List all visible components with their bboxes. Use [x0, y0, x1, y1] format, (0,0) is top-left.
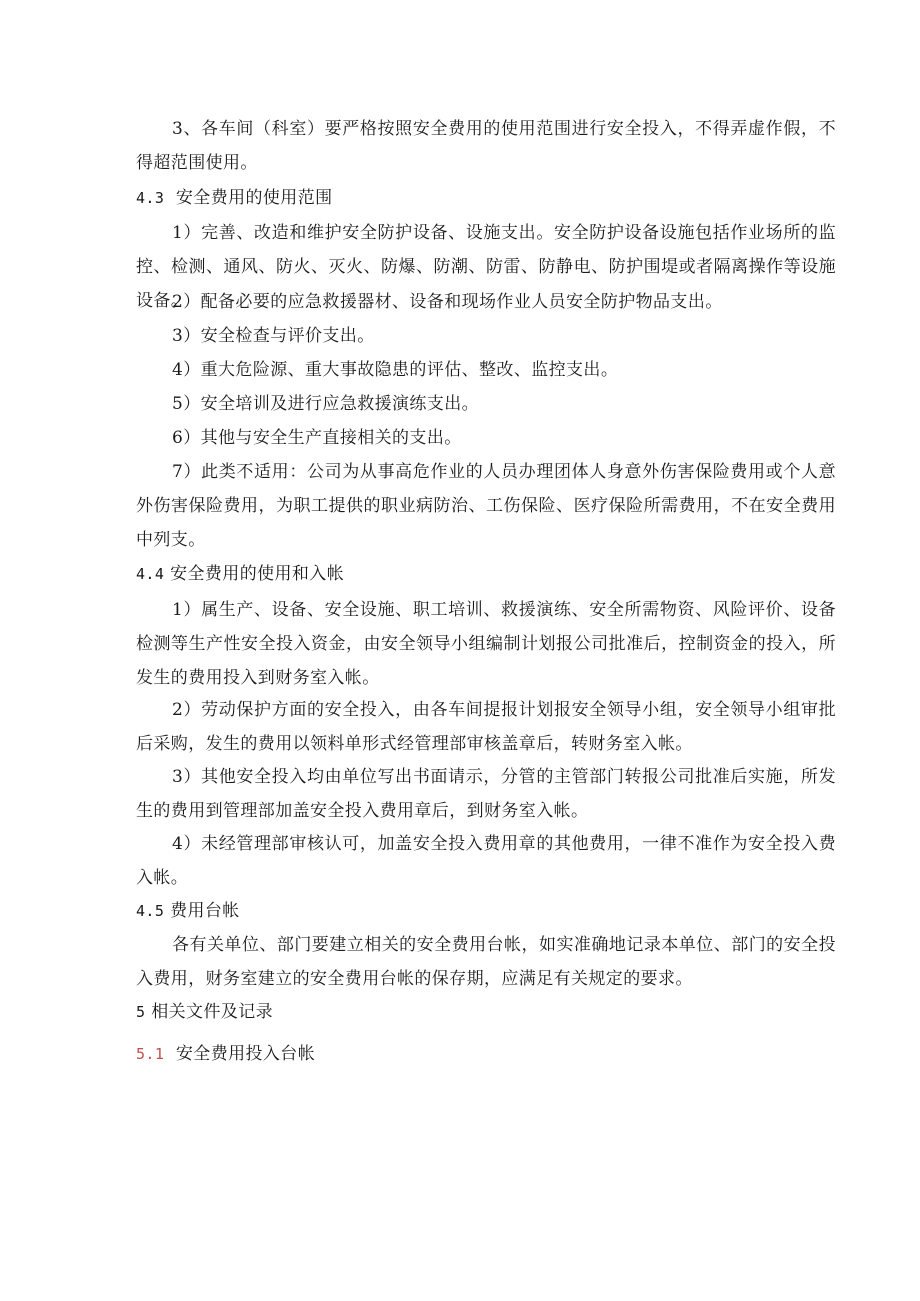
- section-heading-4-3: [136, 181, 836, 215]
- paragraph: 7）此类不适用：公司为从事高危作业的人员办理团体人身意外伤害保险费用或个人意外伤害保险费用，为职工提供的职业病防治、工伤保险、医疗保险所需费用，不在安全费用中列支。: [136, 462, 836, 550]
- list-item-2: [136, 693, 836, 761]
- paragraph: 4）重大危险源、重大事故隐患的评估、整改、监控支出。: [172, 360, 619, 380]
- section-title: 安全费用的使用和入帐: [170, 564, 345, 584]
- list-item-1: [136, 593, 836, 695]
- list-item-3: [136, 319, 836, 353]
- list-item-4: [136, 353, 836, 387]
- list-item-6: [136, 421, 836, 455]
- section-title: 安全费用的使用范围: [175, 188, 333, 208]
- paragraph: 1）完善、改造和维护安全防护设备、设施支出。安全防护设备设施包括作业场所的监控、检测、通风、防火、灭火、防爆、防潮、防雷、防静电、防护围堤或者隔离操作等设施设备。: [136, 223, 836, 311]
- section-number: 4.4: [136, 565, 165, 583]
- section-title: 安全费用投入台帐: [175, 1044, 316, 1064]
- section-heading-4-5: [136, 894, 836, 928]
- paragraph: 3、各车间（科室）要严格按照安全费用的使用范围进行安全投入，不得弄虚作假，不得超范围使用。: [136, 119, 836, 173]
- paragraph: 3）安全检查与评价支出。: [172, 326, 375, 346]
- list-item-3: [136, 760, 836, 828]
- section-number: 5: [136, 1003, 146, 1021]
- section-heading-5-1: [136, 1037, 836, 1071]
- section-number: 4.5: [136, 902, 165, 920]
- paragraph-ledger: [136, 928, 836, 996]
- section-heading-4-4: [136, 557, 836, 591]
- para-item-3: [136, 112, 836, 180]
- section-number: 5.1: [136, 1045, 165, 1063]
- paragraph: 2）配备必要的应急救援器材、设备和现场作业人员安全防护物品支出。: [172, 292, 723, 312]
- list-item-4: [136, 827, 836, 895]
- paragraph: 2）劳动保护方面的安全投入，由各车间提报计划报安全领导小组，安全领导小组审批后采购，发生的费用以领料单形式经管理部审核盖章后，转财务室入帐。: [136, 700, 836, 754]
- section-title: 相关文件及记录: [151, 1002, 274, 1022]
- list-item-2: [136, 285, 836, 319]
- paragraph: 6）其他与安全生产直接相关的支出。: [172, 428, 462, 448]
- section-number: 4.3: [136, 189, 165, 207]
- section-title: 费用台帐: [170, 901, 240, 921]
- list-item-7: [136, 455, 836, 557]
- paragraph: 各有关单位、部门要建立相关的安全费用台帐，如实准确地记录本单位、部门的安全投入费用，财务室建立的安全费用台帐的保存期，应满足有关规定的要求。: [136, 935, 836, 989]
- section-heading-5: [136, 995, 836, 1029]
- list-item-5: [136, 387, 836, 421]
- paragraph: 4）未经管理部审核认可，加盖安全投入费用章的其他费用，一律不准作为安全投入费入帐。: [136, 834, 836, 888]
- paragraph: 1）属生产、设备、安全设施、职工培训、救援演练、安全所需物资、风险评价、设备检测等生产性安全投入资金，由安全领导小组编制计划报公司批准后，控制资金的投入，所发生的费用投入到财务室入帐。: [136, 600, 836, 688]
- paragraph: 5）安全培训及进行应急救援演练支出。: [172, 394, 480, 414]
- paragraph: 3）其他安全投入均由单位写出书面请示，分管的主管部门转报公司批准后实施，所发生的费用到管理部加盖安全投入费用章后，到财务室入帐。: [136, 767, 836, 821]
